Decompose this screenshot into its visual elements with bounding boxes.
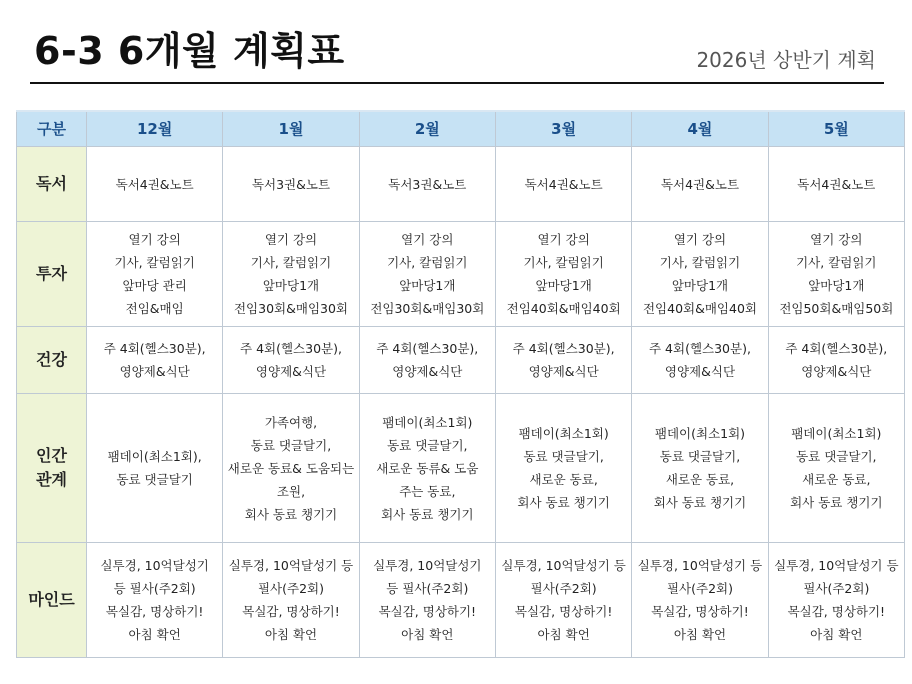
page-subtitle: 2026년 상반기 계획 <box>696 48 876 72</box>
header-cell-month: 2월 <box>359 111 495 147</box>
header-cell-month: 5월 <box>768 111 904 147</box>
table-cell: 열기 강의 기사, 칼럼읽기 앞마당1개 전임30회&매임30회 <box>223 222 359 327</box>
table-cell: 실투경, 10억달성기 등 필사(주2회) 목실감, 명상하기! 아침 확언 <box>223 543 359 658</box>
table-cell: 독서4권&노트 <box>768 147 904 222</box>
table-cell: 팸데이(최소1회) 동료 댓글달기, 새로운 동류& 도움 주는 동료, 회사 동료 챙기기 <box>359 394 495 543</box>
table-row-mindset <box>17 543 905 658</box>
row-label-health: 건강 <box>17 327 87 394</box>
row-label-investment: 투자 <box>17 222 87 327</box>
table-cell: 주 4회(헬스30분), 영양제&식단 <box>87 327 223 394</box>
header-cell-category: 구분 <box>17 111 87 147</box>
row-label-relationships: 인간 관계 <box>17 394 87 543</box>
header-row <box>17 111 905 147</box>
table-cell: 실투경, 10억달성기 등 필사(주2회) 목실감, 명상하기! 아침 확언 <box>632 543 768 658</box>
table-cell: 열기 강의 기사, 칼럼읽기 앞마당1개 전임40회&매임40회 <box>632 222 768 327</box>
table-cell: 가족여행, 동료 댓글달기, 새로운 동료& 도움되는 조원, 회사 동료 챙기기 <box>223 394 359 543</box>
table-cell: 실투경, 10억달성기 등 필사(주2회) 목실감, 명상하기! 아침 확언 <box>768 543 904 658</box>
table-cell: 독서3권&노트 <box>359 147 495 222</box>
table-cell: 실투경, 10억달성기 등 필사(주2회) 목실감, 명상하기! 아침 확언 <box>359 543 495 658</box>
table-cell: 열기 강의 기사, 칼럼읽기 앞마당1개 전임30회&매임30회 <box>359 222 495 327</box>
plan-table <box>16 110 905 658</box>
table-row-reading <box>17 147 905 222</box>
table-cell: 팸데이(최소1회) 동료 댓글달기, 새로운 동료, 회사 동료 챙기기 <box>768 394 904 543</box>
table-cell: 팸데이(최소1회) 동료 댓글달기, 새로운 동료, 회사 동료 챙기기 <box>495 394 631 543</box>
table-cell: 실투경, 10억달성기 등 필사(주2회) 목실감, 명상하기! 아침 확언 <box>495 543 631 658</box>
header-cell-month: 4월 <box>632 111 768 147</box>
table-cell: 열기 강의 기사, 칼럼읽기 앞마당 관리 전임&매임 <box>87 222 223 327</box>
row-label-reading: 독서 <box>17 147 87 222</box>
table-cell: 주 4회(헬스30분), 영양제&식단 <box>495 327 631 394</box>
title-underline <box>30 82 884 84</box>
table-cell: 열기 강의 기사, 칼럼읽기 앞마당1개 전임40회&매임40회 <box>495 222 631 327</box>
header-cell-month: 1월 <box>223 111 359 147</box>
table-cell: 독서4권&노트 <box>87 147 223 222</box>
table-cell: 주 4회(헬스30분), 영양제&식단 <box>223 327 359 394</box>
table-row-relationships <box>17 394 905 543</box>
table-cell: 주 4회(헬스30분), 영양제&식단 <box>768 327 904 394</box>
page-title: 6-3 6개월 계획표 <box>34 29 345 73</box>
table-cell: 독서4권&노트 <box>495 147 631 222</box>
table-cell: 독서4권&노트 <box>632 147 768 222</box>
table-cell: 주 4회(헬스30분), 영양제&식단 <box>359 327 495 394</box>
table-cell: 팸데이(최소1회), 동료 댓글달기 <box>87 394 223 543</box>
table-cell: 주 4회(헬스30분), 영양제&식단 <box>632 327 768 394</box>
row-label-mindset: 마인드 <box>17 543 87 658</box>
header-cell-month: 3월 <box>495 111 631 147</box>
table-row-investment <box>17 222 905 327</box>
table-cell: 독서3권&노트 <box>223 147 359 222</box>
table-cell: 열기 강의 기사, 칼럼읽기 앞마당1개 전임50회&매임50회 <box>768 222 904 327</box>
table-cell: 실투경, 10억달성기 등 필사(주2회) 목실감, 명상하기! 아침 확언 <box>87 543 223 658</box>
table-cell: 팸데이(최소1회) 동료 댓글달기, 새로운 동료, 회사 동료 챙기기 <box>632 394 768 543</box>
table-row-health <box>17 327 905 394</box>
header-cell-month: 12월 <box>87 111 223 147</box>
